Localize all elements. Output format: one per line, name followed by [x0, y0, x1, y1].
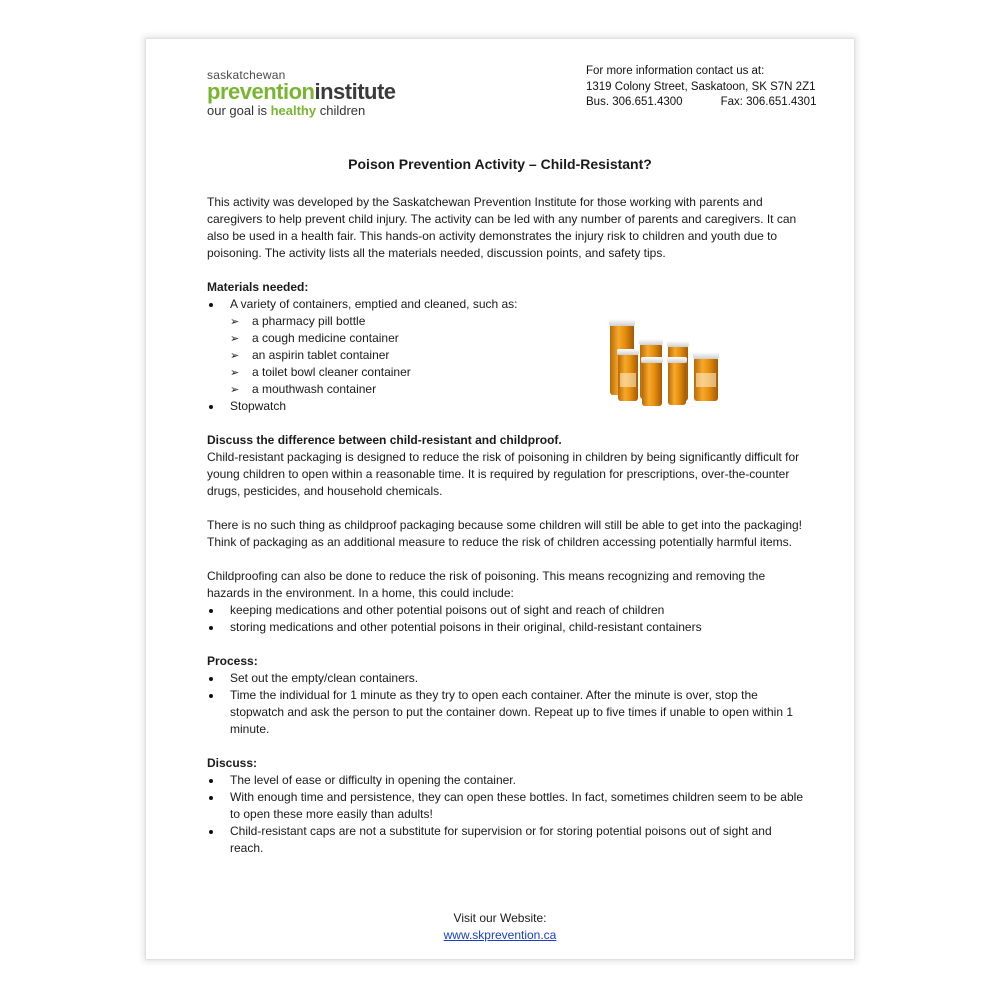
- discuss-list: [207, 772, 807, 857]
- difference-paragraph-3: Childproofing can also be done to reduce the risk of poisoning. This means recognizing and removing the hazards in the environment. In a home, this could include:: [207, 569, 766, 600]
- contact-bus: Bus. 306.651.4300: [586, 96, 683, 108]
- contact-phones: [586, 95, 816, 111]
- logo-line-1: saskatchewan: [207, 68, 286, 82]
- materials-heading: Materials needed:: [207, 280, 309, 294]
- logo-tag-after: children: [316, 103, 366, 118]
- list-item: keeping medications and other potential poisons out of sight and reach of children: [207, 602, 807, 619]
- logo-tag-healthy: healthy: [270, 103, 317, 118]
- list-item: ➢ a pharmacy pill bottle: [230, 313, 807, 330]
- materials-item-containers: A variety of containers, emptied and cleaned, such as:: [230, 297, 518, 311]
- logo-tag-before: our goal is: [207, 103, 271, 118]
- contact-address: 1319 Colony Street, Saskatoon, SK S7N 2Z1: [586, 80, 816, 93]
- difference-paragraph-2: There is no such thing as childproof packaging because some children will still be able to get into the packaging! Think of packaging as an additional measure to reduce the risk of children accessing potentially harmful items.: [207, 518, 803, 549]
- logo-wordmark: [207, 79, 396, 104]
- list-item: ➢ a toilet bowl cleaner container: [230, 364, 807, 381]
- logo-word-institute: institute: [314, 79, 396, 104]
- logo-word-prevention: prevention: [207, 79, 315, 104]
- website-link[interactable]: www.skprevention.ca: [443, 928, 557, 942]
- contact-info: [586, 64, 816, 111]
- materials-list: [207, 296, 807, 415]
- logo-tagline: [207, 102, 387, 119]
- list-item: ➢ a cough medicine container: [230, 330, 807, 347]
- intro-paragraph: This activity was developed by the Saskatchewan Prevention Institute for those working with parents and caregivers to help prevent child injury. The activity can be led with any number of parents and caregivers. It can also be used in a health fair. This hands-on activity demonstrates the injury risk to children and youth due to poisoning. The activity lists all the materials needed, discussion points, and safety tips.: [207, 195, 797, 260]
- list-item: The level of ease or difficulty in opening the container.: [207, 772, 807, 789]
- process-list: [207, 670, 807, 738]
- page-title: Poison Prevention Activity – Child-Resistant?: [348, 156, 652, 172]
- list-item: ➢ an aspirin tablet container: [230, 347, 807, 364]
- list-item: storing medications and other potential poisons in their original, child-resistant containers: [207, 619, 807, 636]
- containers-sublist: [230, 313, 807, 398]
- contact-fax: Fax: 306.651.4301: [720, 96, 817, 108]
- contact-line-1: For more information contact us at:: [586, 65, 765, 77]
- list-item: Child-resistant caps are not a substitute for supervision or for storing potential poisons out of sight and reach.: [207, 823, 807, 857]
- list-item: Time the individual for 1 minute as they try to open each container. After the minute is over, stop the stopwatch and ask the person to put the container down. Repeat up to five times if unable to open within 1 minute.: [207, 687, 807, 738]
- discuss-heading: Discuss:: [207, 756, 258, 770]
- list-item: ➢ a mouthwash container: [230, 381, 807, 398]
- footer: [146, 910, 854, 944]
- difference-paragraph-1: Child-resistant packaging is designed to reduce the risk of poisoning in children by being significantly difficult for young children to open within a reasonable time. It is required by regulation for prescriptions, over-the-counter drugs, pesticides, and household chemicals.: [207, 450, 800, 498]
- process-heading: Process:: [207, 654, 258, 668]
- list-item: Stopwatch: [207, 398, 807, 415]
- logo: [207, 68, 396, 119]
- childproofing-list: [207, 602, 807, 636]
- document-page: [146, 39, 854, 959]
- difference-heading: Discuss the difference between child-resistant and childproof.: [207, 433, 562, 447]
- list-item: With enough time and persistence, they can open these bottles. In fact, sometimes children seem to be able to open these more easily than adults!: [207, 789, 807, 823]
- document-body: [207, 194, 807, 857]
- list-item: Set out the empty/clean containers.: [207, 670, 807, 687]
- footer-visit-label: Visit our Website:: [453, 911, 547, 925]
- list-item: [207, 296, 807, 398]
